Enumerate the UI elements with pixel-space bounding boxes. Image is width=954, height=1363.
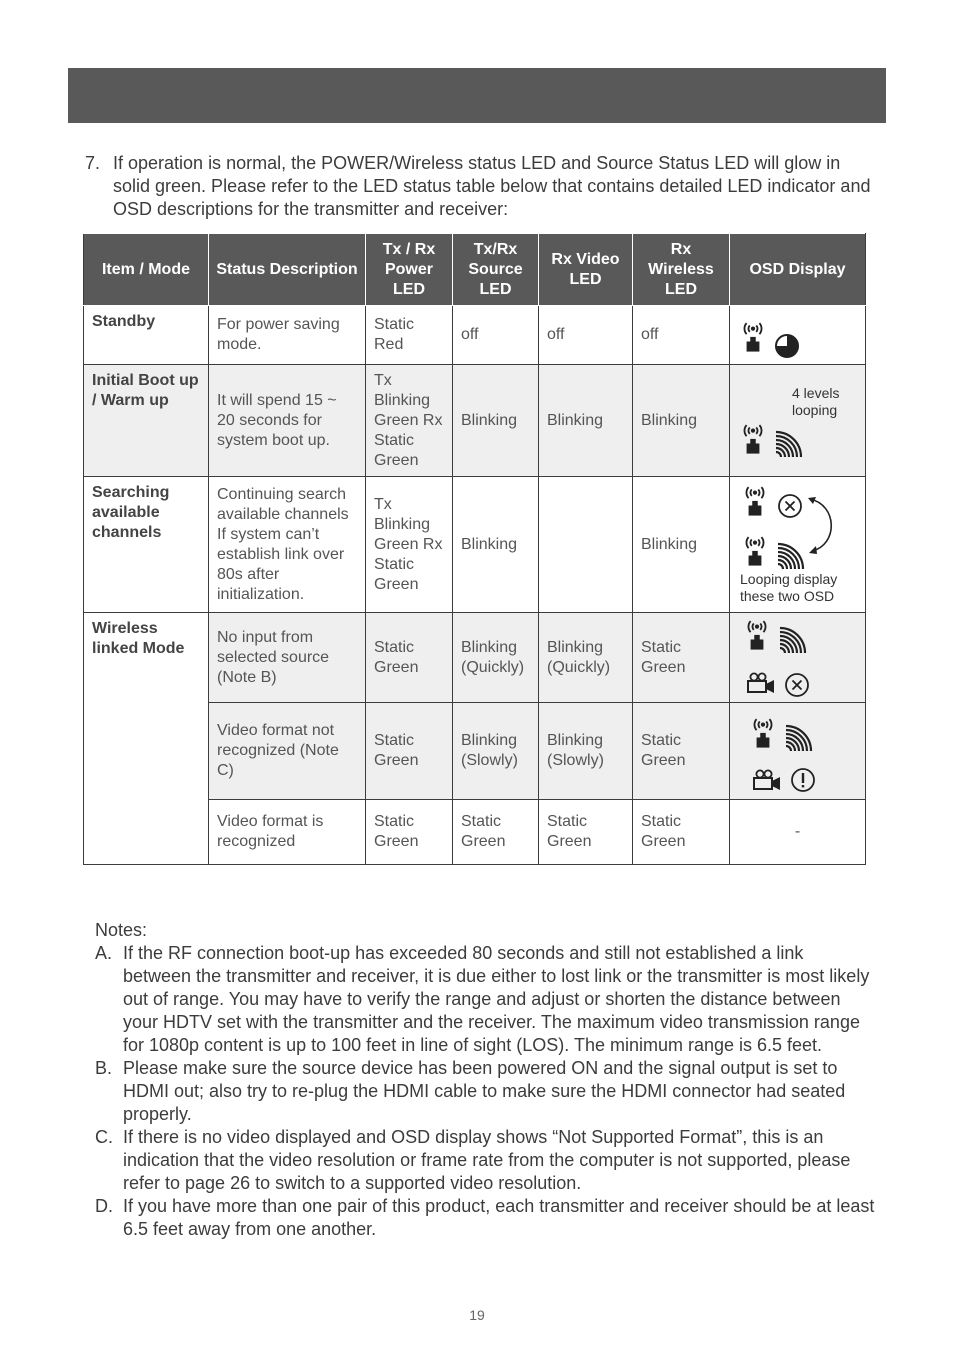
table-header-row: [84, 234, 866, 306]
osd-cell: [730, 365, 866, 477]
power-led-cell: Static Green: [366, 703, 453, 800]
note-letter: B.: [95, 1058, 113, 1078]
source-led-cell: Static Green: [453, 800, 539, 865]
table-row: [84, 477, 866, 613]
camera-icon: [746, 672, 776, 694]
notes-section: [95, 919, 875, 1241]
note-letter: D.: [95, 1196, 113, 1216]
x-circle-icon: [784, 672, 810, 698]
source-led-cell: Blinking (Quickly): [453, 613, 539, 703]
mode-cell: Wireless linked Mode: [84, 613, 209, 865]
osd-cell: -: [730, 800, 866, 865]
header-item-mode: Item / Mode: [84, 234, 209, 306]
signal-bars-icon: [774, 427, 806, 457]
mode-cell: Searching available channels: [84, 477, 209, 613]
note-text: If there is no video displayed and OSD display shows “Not Supported Format”, this is an indication that the video resolution or frame rate from the computer is not supported, please refer to page 26 to switch to a supported video resolution.: [123, 1127, 851, 1193]
note-text: If the RF connection boot-up has exceeded 80 seconds and still not established a link between the transmitter and receiver, it is due either to lost link or the transmitter is most likely out of range. You may have to verify the range and adjust or shorten the distance between your HDTV set with the transmitter and the receiver. The maximum video transmission range for 1080p content is up to 100 feet in line of sight (LOS). The minimum range is 6.5 feet.: [123, 943, 870, 1055]
osd-cell: [730, 613, 866, 703]
table-row: [84, 365, 866, 477]
exclamation-circle-icon: [790, 767, 816, 793]
wireless-led-cell: Static Green: [633, 613, 730, 703]
power-led-cell: Static Red: [366, 306, 453, 365]
note-text: Please make sure the source device has been powered ON and the signal output is set to HDMI out; also try to re-plug the HDMI cable to make sure the HDMI connector had seated properly.: [123, 1058, 846, 1124]
video-led-cell: Blinking: [539, 365, 633, 477]
power-led-cell: Tx Blinking Green Rx Static Green: [366, 365, 453, 477]
wireless-tower-icon: [744, 483, 766, 517]
osd-caption: 4 levels looping: [792, 385, 840, 418]
camera-icon: [752, 769, 782, 791]
note-b: [95, 1057, 875, 1126]
wireless-tower-icon: [744, 533, 766, 567]
osd-caption: Looping display these two OSD: [740, 571, 838, 604]
step-7: [85, 152, 875, 221]
wireless-led-cell: off: [633, 306, 730, 365]
description-cell: Continuing search available channels If system can’t establish link over 80s after initialization.: [209, 477, 366, 613]
note-text: If you have more than one pair of this product, each transmitter and receiver should be at least 6.5 feet away from one another.: [123, 1196, 875, 1239]
source-led-cell: off: [453, 306, 539, 365]
header-wireless-led: Rx Wireless LED: [633, 234, 730, 306]
description-cell: It will spend 15 ~ 20 seconds for system boot up.: [209, 365, 366, 477]
table-row: [84, 613, 866, 703]
power-led-cell: Static Green: [366, 613, 453, 703]
wireless-tower-icon: [742, 319, 764, 353]
description-cell: No input from selected source (Note B): [209, 613, 366, 703]
video-led-cell: Blinking (Quickly): [539, 613, 633, 703]
x-circle-icon: [777, 493, 803, 519]
source-led-cell: Blinking: [453, 365, 539, 477]
wireless-led-cell: Blinking: [633, 477, 730, 613]
osd-cell: [730, 477, 866, 613]
power-led-cell: Static Green: [366, 800, 453, 865]
step-text: If operation is normal, the POWER/Wireless status LED and Source Status LED will glow in solid green. Please refer to the LED status table below that contains detailed LED indicator and OSD descriptions for the transmitter and receiver:: [113, 153, 871, 219]
led-status-table: [83, 233, 866, 865]
header-video-led: Rx Video LED: [539, 234, 633, 306]
notes-title: Notes:: [95, 920, 148, 940]
wireless-tower-icon: [752, 715, 774, 749]
moon-icon: [774, 333, 800, 359]
description-cell: Video format is recognized: [209, 800, 366, 865]
note-d: [95, 1195, 875, 1241]
header-bar: [68, 68, 886, 123]
note-c: [95, 1126, 875, 1195]
source-led-cell: Blinking (Slowly): [453, 703, 539, 800]
header-power-led: Tx / Rx Power LED: [366, 234, 453, 306]
mode-cell: Standby: [84, 306, 209, 365]
video-led-cell: off: [539, 306, 633, 365]
header-osd-display: OSD Display: [730, 234, 866, 306]
step-number: 7.: [85, 153, 101, 173]
note-a: [95, 942, 875, 1057]
power-led-cell: Tx Blinking Green Rx Static Green: [366, 477, 453, 613]
wireless-led-cell: Blinking: [633, 365, 730, 477]
video-led-cell: [539, 477, 633, 613]
wireless-led-cell: Static Green: [633, 800, 730, 865]
loop-arrow-icon: [804, 495, 840, 557]
note-letter: C.: [95, 1127, 113, 1147]
source-led-cell: Blinking: [453, 477, 539, 613]
osd-cell: [730, 306, 866, 365]
description-cell: For power saving mode.: [209, 306, 366, 365]
note-letter: A.: [95, 943, 113, 963]
wireless-tower-icon: [742, 421, 764, 455]
header-status-description: Status Description: [209, 234, 366, 306]
osd-cell: [730, 703, 866, 800]
wireless-tower-icon: [746, 617, 768, 651]
page-number: 19: [469, 1307, 485, 1323]
wireless-led-cell: Static Green: [633, 703, 730, 800]
signal-bars-icon: [784, 721, 816, 751]
mode-cell: Initial Boot up / Warm up: [84, 365, 209, 477]
video-led-cell: Blinking (Slowly): [539, 703, 633, 800]
header-source-led: Tx/Rx Source LED: [453, 234, 539, 306]
description-cell: Video format not recognized (Note C): [209, 703, 366, 800]
video-led-cell: Static Green: [539, 800, 633, 865]
signal-bars-icon: [778, 623, 810, 653]
table-row: [84, 306, 866, 365]
